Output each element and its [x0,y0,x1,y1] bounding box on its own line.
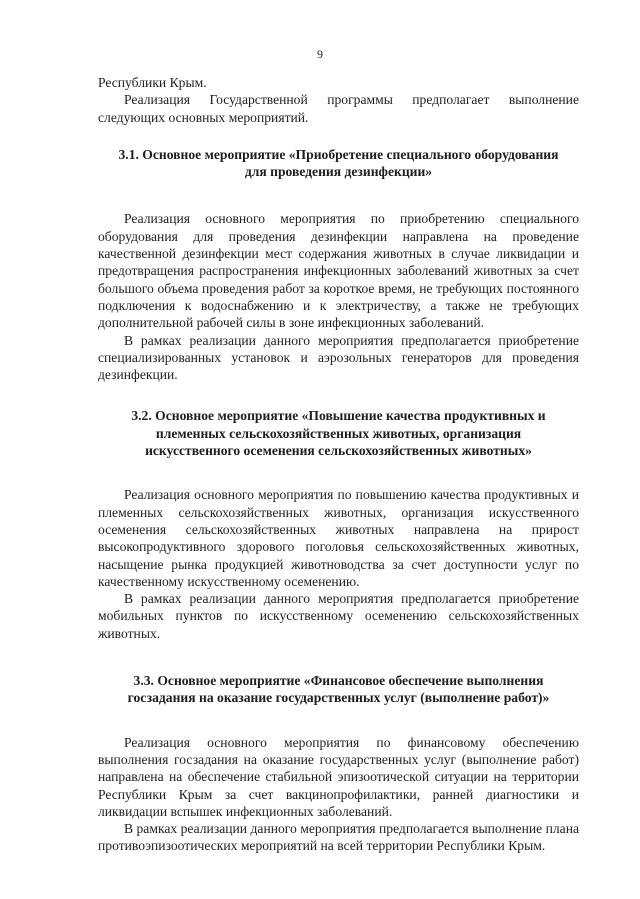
section-3-3-paragraph-2: В рамках реализации данного мероприятия предполагается выполнение плана противоэпизоотических мероприятий на всей территории Республики Крым. [98,821,579,854]
document-body [98,74,579,855]
section-3-2-heading [98,407,579,459]
page-number: 9 [317,47,323,61]
section-3-3-title-line1: 3.3. Основное мероприятие «Финансовое обеспечение выполнения [133,673,544,689]
section-3-2-title-line3: искусственного осеменения сельскохозяйственных животных» [145,443,532,459]
intro-paragraph: Реализация Государственной программы предполагает выполнение следующих основных мероприятий. [98,92,579,125]
section-3-1-title-line1: 3.1. Основное мероприятие «Приобретение специального оборудования [118,146,559,162]
section-3-3-paragraph-1: Реализация основного мероприятия по финансовому обеспечению выполнения госзадания на оказание государственных услуг (выполнение работ) направлена на обеспечение стабильной эпизоотической ситуации на территории Республики Крым за счет вакцинопрофилактики, ранней диагностики и ликвидации вспышек инфекционных заболеваний. [98,734,579,819]
section-3-2-title-line2: племенных сельскохозяйственных животных, организация [155,425,522,441]
section-3-2-paragraph-2: В рамках реализации данного мероприятия предполагается приобретение мобильных пунктов по искусственному осеменению сельскохозяйственных животных. [98,591,579,641]
section-3-1-title-line2: для проведения дезинфекции» [244,164,433,180]
section-3-1-heading [98,146,579,181]
section-3-1-paragraph-2: В рамках реализации данного мероприятия предполагается приобретение специализированных установок и аэрозольных генераторов для проведения дезинфекции. [98,332,579,383]
section-3-3-heading [98,672,579,707]
section-3-2-title-line1: 3.2. Основное мероприятие «Повышение качества продуктивных и [131,408,546,424]
section-3-1-paragraph-1: Реализация основного мероприятия по приобретению специального оборудования для проведения дезинфекции направлена на проведение качественной дезинфекции мест содержания животных в случае ликвидации и предотвращения распространения инфекционных заболеваний животных за счет большого объема проведения работ за короткое время, не требующих постоянного подключения к водоснабжению и к электричеству, а также не требующих дополнительной рабочей силы в зоне инфекционных заболеваний. [98,211,579,331]
section-3-3-title-line2: госзадания на оказание государственных услуг (выполнение работ)» [127,690,550,706]
section-3-2-paragraph-1: Реализация основного мероприятия по повышению качества продуктивных и племенных сельскохозяйственных животных, организация искусственного осеменения сельскохозяйственных животных направлена на прирост высокопродуктивного здорового поголовья сельскохозяйственных животных, насыщение рынка продукцией животноводства за счет доступности услуг по качественному искусственному осеменению. [98,487,579,589]
intro-line: Республики Крым. [98,75,207,90]
